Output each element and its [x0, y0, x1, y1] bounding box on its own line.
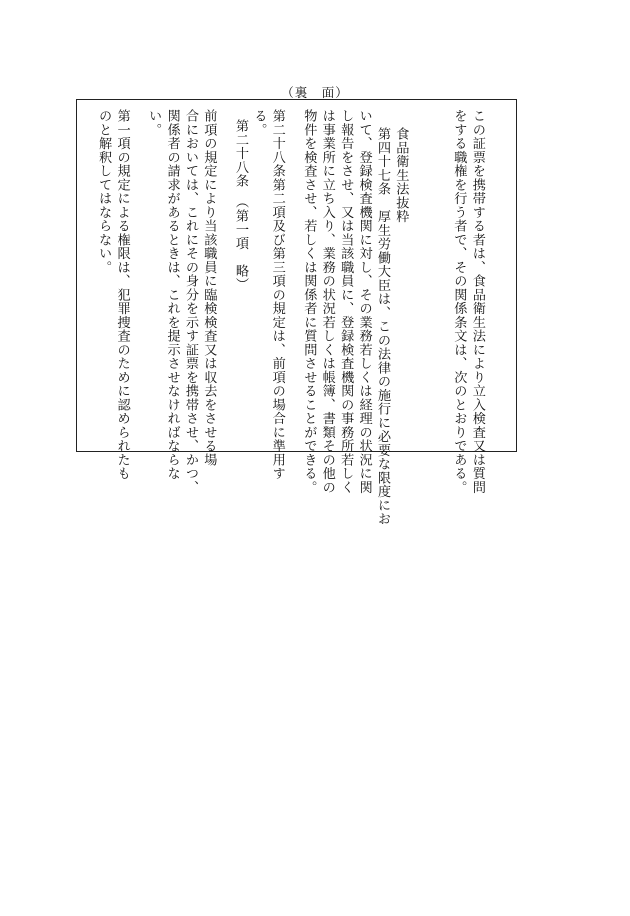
- text-column: 第二十八条 （第一項 略）: [232, 119, 248, 292]
- text-column: をする職権を行う者で、その関係条文は、次のとおりである。: [451, 109, 467, 494]
- text-column: のと解釈してはならない。: [96, 109, 112, 274]
- certificate-back-frame: [76, 99, 517, 526]
- text-column: 前項の規定により当該職員に臨検検査又は収去をさせる場: [201, 109, 217, 467]
- text-column: 物件を検査させ、若しくは関係者に質問させることができる。: [301, 109, 317, 494]
- text-column: いて、登録検査機関に対し、その業務若しくは経理の状況に関: [356, 109, 372, 494]
- text-column: 第一項の規定による権限は、犯罪捜査のために認められたも: [114, 109, 130, 481]
- text-column: は事業所に立ち入り、業務の状況若しくは帳簿、書類その他の: [319, 109, 335, 494]
- text-column: 第四十七条 厚生労働大臣は、この法律の施行に必要な限度にお: [375, 127, 390, 526]
- text-column: この証票を携帯する者は、食品衛生法により立入検査又は質問: [469, 109, 485, 494]
- text-column: 合においては、これにその身分を示す証票を携帯させ、かつ、: [182, 109, 198, 494]
- legal-text-body: [94, 109, 499, 526]
- text-column: 第二十八条第二項及び第三項の規定は、前項の場合に準用す: [269, 109, 285, 481]
- text-column: 関係者の請求があるときは、これを提示させなければならな: [164, 109, 180, 481]
- text-column: る。: [251, 109, 267, 137]
- page-heading: （裏 面）: [281, 85, 349, 100]
- text-column: し報告をさせ、又は当該職員に、登録検査機関の事務所若しく: [338, 109, 354, 494]
- text-column: い。: [146, 109, 162, 137]
- text-column: 食品衛生法抜粋: [393, 127, 409, 224]
